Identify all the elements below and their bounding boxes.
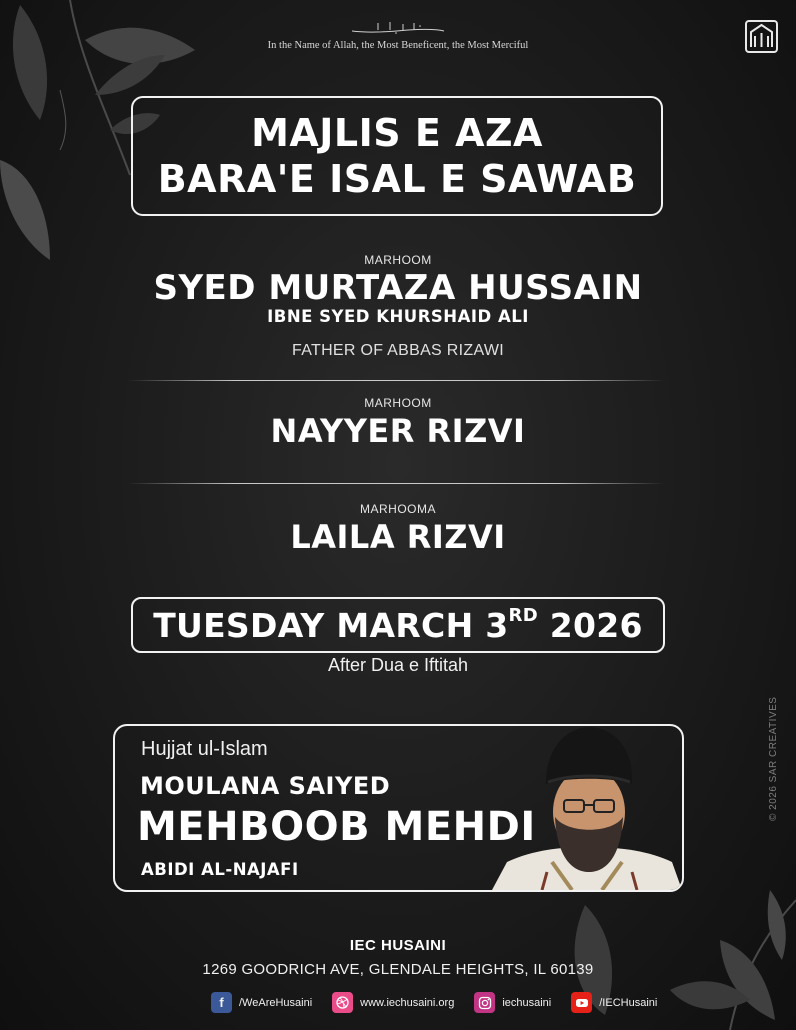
footer-org-name: IEC HUSAINI — [349, 937, 447, 954]
youtube-icon[interactable] — [571, 992, 592, 1013]
social-links — [211, 992, 657, 1013]
bismillah-calligraphy-icon — [348, 20, 448, 36]
event-date — [153, 606, 643, 645]
deceased-name-3: LAILA RIZVI — [290, 518, 506, 556]
org-logo-icon — [745, 20, 778, 53]
honorific-3: MARHOOMA — [360, 502, 436, 516]
event-timing: After Dua e Iftitah — [327, 655, 469, 675]
instagram-icon[interactable] — [474, 992, 495, 1013]
speaker-name: MEHBOOB MEHDI — [137, 804, 536, 850]
relation-1: FATHER OF ABBAS RIZAWI — [292, 342, 504, 359]
facebook-icon[interactable]: f — [211, 992, 232, 1013]
speaker-prefix: MOULANA SAIYED — [140, 772, 391, 800]
lineage-1: IBNE SYED KHURSHAID ALI — [267, 307, 529, 326]
honorific-2: MARHOOM — [364, 396, 432, 410]
date-year: 2026 — [549, 605, 643, 645]
title-box — [131, 96, 663, 216]
dribbble-icon[interactable] — [332, 992, 353, 1013]
speaker-suffix: ABIDI AL-NAJAFI — [141, 860, 299, 879]
date-main: TUESDAY MARCH 3 — [153, 605, 509, 645]
divider-1 — [128, 380, 664, 381]
title-line-2: BARA'E ISAL E SAWAB — [157, 157, 637, 201]
deceased-name-2: NAYYER RIZVI — [270, 412, 526, 450]
divider-2 — [128, 483, 664, 484]
design-credit: © 2026 SAR CREATIVES — [768, 696, 779, 821]
social-facebook-label[interactable]: /WeAreHusaini — [239, 996, 313, 1009]
speaker-portrait — [492, 724, 682, 890]
event-date-box — [131, 597, 665, 653]
deceased-name-1: SYED MURTAZA HUSSAIN — [153, 268, 643, 308]
speaker-box — [113, 724, 684, 892]
social-website-label[interactable]: www.iechusaini.org — [360, 996, 455, 1009]
social-youtube-label[interactable]: /IECHusaini — [599, 996, 658, 1009]
speaker-title: Hujjat ul-Islam — [141, 738, 268, 760]
honorific-1: MARHOOM — [364, 253, 432, 267]
footer-address: 1269 GOODRICH AVE, GLENDALE HEIGHTS, IL 60139 — [202, 961, 594, 978]
date-suffix: RD — [508, 604, 538, 626]
title-line-1: MAJLIS E AZA — [251, 111, 543, 155]
social-instagram-label[interactable]: iechusaini — [502, 996, 552, 1009]
bismillah-caption: In the Name of Allah, the Most Beneficent, the Most Merciful — [267, 40, 529, 51]
